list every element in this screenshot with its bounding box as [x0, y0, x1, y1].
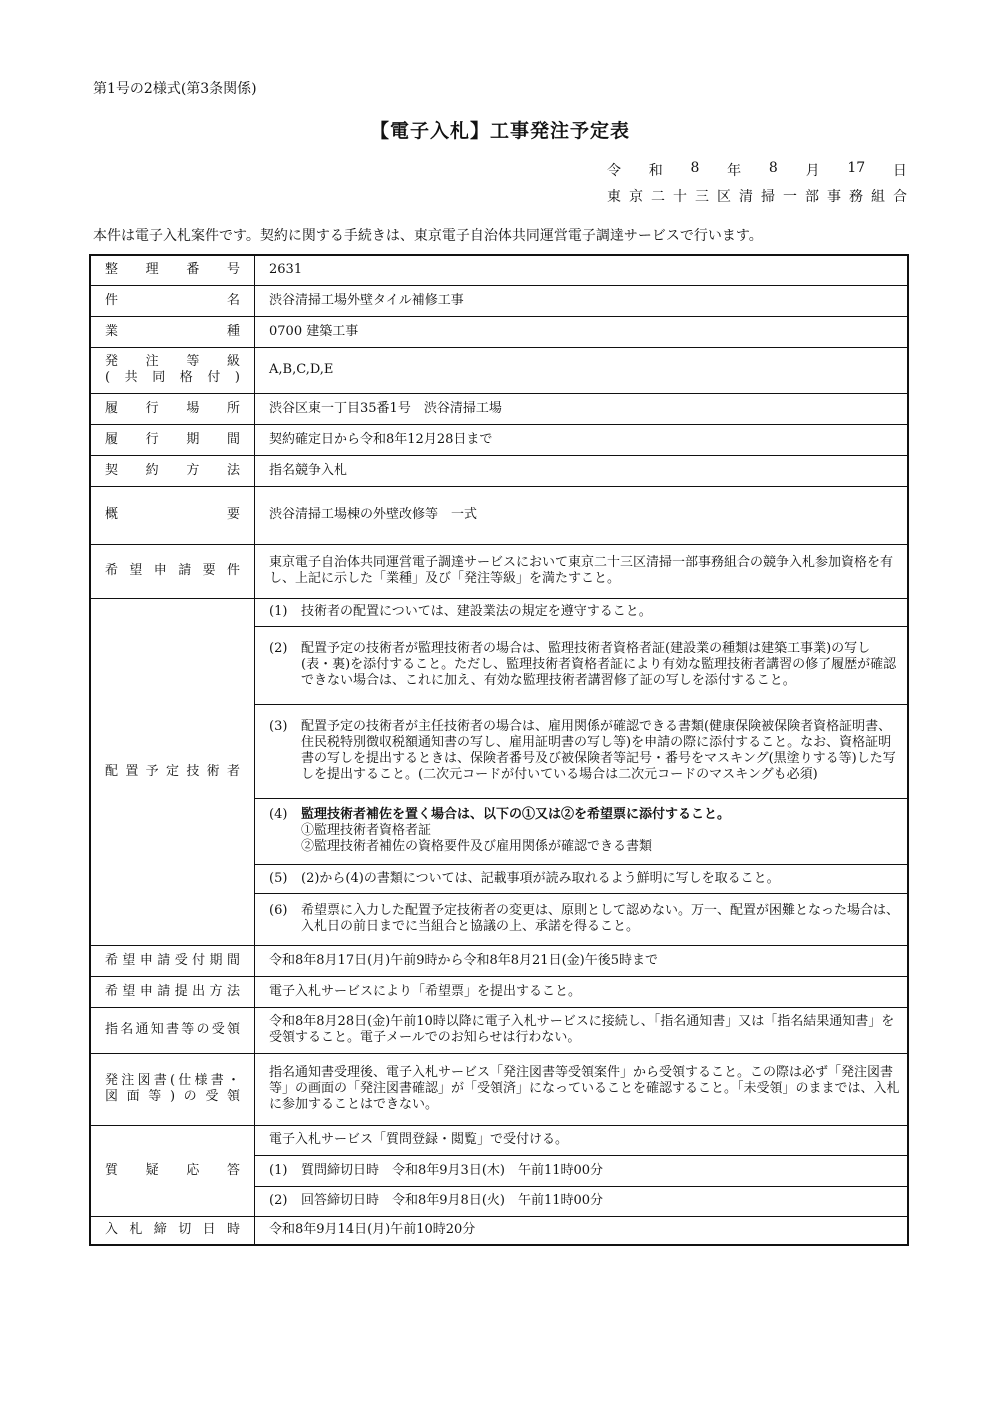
label-zusho-line1: 発注図書(仕様書・	[105, 1073, 240, 1088]
item-number: (1)	[269, 1162, 288, 1178]
label-hatchu-line1: 発注等級	[105, 354, 240, 369]
row-kenmei	[90, 285, 908, 316]
row-uketsuke	[90, 945, 908, 976]
date-char: 8	[690, 160, 700, 176]
date-char: 令	[607, 163, 621, 179]
row-zusho	[90, 1053, 908, 1125]
item-text: 希望票に入力した配置予定技術者の変更は、原則として認めない。万一、配置が困難となった場合は、入札日の前日までに当組合と協議の上、承諾を得ること。	[301, 903, 900, 934]
date-char: 17	[847, 160, 866, 176]
row-basho	[90, 393, 908, 424]
label-shitsugi: 質疑応答	[90, 1125, 255, 1216]
row-gyoshu	[90, 316, 908, 347]
date-char: 月	[805, 163, 820, 179]
issue-date	[607, 160, 907, 180]
org-char: 部	[805, 189, 819, 205]
item-number: (4)	[269, 807, 288, 822]
haichi-item	[255, 626, 909, 704]
row-shitsugi-0	[90, 1125, 908, 1155]
value-basho: 渋谷区東一丁目35番1号 渋谷清掃工場	[255, 393, 909, 424]
date-char: 8	[768, 160, 778, 176]
item-number: (2)	[269, 641, 288, 656]
value-seiri: 2631	[255, 255, 909, 285]
org-char: 十	[673, 189, 687, 205]
label-seiri: 整理番号	[90, 255, 255, 285]
row-hoho	[90, 455, 908, 486]
item-number: (2)	[269, 1193, 288, 1208]
label-haichi: 配置予定技術者	[90, 598, 255, 945]
row-hatchu	[90, 347, 908, 393]
form-number: 第1号の2様式(第3条関係)	[93, 81, 257, 97]
item-text: 質問締切日時 令和8年9月3日(木) 午前11時00分	[301, 1162, 604, 1178]
label-hoho: 契約方法	[90, 455, 255, 486]
haichi-item	[255, 798, 909, 864]
document-title: 【電子入札】工事発注予定表	[369, 120, 630, 142]
value-hoho: 指名競争入札	[255, 455, 909, 486]
item-text: (2)から(4)の書類については、記載事項が読み取れるよう鮮明に写しを取ること。	[301, 870, 780, 886]
label-shimekiri: 入札締切日時	[90, 1216, 255, 1245]
label-uketsuke: 希望申請受付期間	[90, 945, 255, 976]
value-kenmei: 渋谷清掃工場外壁タイル補修工事	[255, 285, 909, 316]
date-char: 年	[727, 163, 742, 179]
row-gaiyo	[90, 486, 908, 544]
label-kenmei: 件名	[90, 285, 255, 316]
date-char: 日	[892, 163, 907, 179]
item-text: 配置予定の技術者が監理技術者の場合は、監理技術者資格者証(建設業の種類は建築工事業)の写し(表・裏)を添付すること。ただし、監理技術者資格者証により有効な監理技術者講習の修了履歴が確認できない場合は、これに加え、有効な監理技術者講習修了証の写しを添付すること。	[301, 641, 897, 688]
org-char: 東	[607, 189, 621, 205]
item-bold-text: 監理技術者補佐を置く場合は、以下の①又は②を希望票に添付すること。	[301, 807, 731, 822]
value-teishutsu: 電子入札サービスにより「希望票」を提出すること。	[255, 976, 909, 1007]
org-char: 組	[871, 189, 885, 205]
row-teishutsu	[90, 976, 908, 1007]
value-kikan: 契約確定日から令和8年12月28日まで	[255, 424, 909, 455]
shitsugi-item	[255, 1155, 909, 1186]
item-text: 回答締切日時 令和8年9月8日(火) 午前11時00分	[301, 1193, 604, 1208]
value-gyoshu: 0700 建築工事	[255, 316, 909, 347]
label-shimei: 指名通知書等の受領	[90, 1007, 255, 1053]
haichi-item	[255, 864, 909, 893]
item-number: (6)	[269, 903, 288, 918]
label-gyoshu: 業種	[90, 316, 255, 347]
org-char: 清	[739, 189, 753, 205]
row-haichi-1	[90, 598, 908, 626]
label-kikan: 履行期間	[90, 424, 255, 455]
item-text: 配置予定の技術者が主任技術者の場合は、雇用関係が確認できる書類(健康保険被保険者資格証明書、住民税特別徴収税額通知書の写し、雇用証明書の写し等)を申請の際に添付すること。なお、資格証明書の写しを提出するときは、保険者番号及び被保険者等記号・番号をマスキング(黒塗りする等)した写しを提出すること。(二次元コードが付いている場合は二次元コードのマスキングも必須)	[301, 719, 896, 782]
label-gaiyo: 概要	[90, 486, 255, 544]
label-zusho	[90, 1053, 255, 1125]
org-char: 一	[783, 189, 797, 205]
label-hatchu-line2: (共同格付)	[105, 370, 240, 385]
item-text: 技術者の配置については、建設業法の規定を遵守すること。	[301, 604, 652, 619]
org-char: 区	[717, 189, 731, 205]
item-number: (5)	[269, 870, 288, 886]
date-char: 和	[648, 163, 663, 179]
org-char: 合	[893, 189, 907, 205]
value-hatchu: A,B,C,D,E	[255, 347, 909, 393]
row-seiri	[90, 255, 908, 285]
item-sub-1: ①監理技術者資格者証	[301, 823, 432, 838]
org-char: 掃	[761, 189, 775, 205]
haichi-item	[255, 893, 909, 945]
label-basho: 履行場所	[90, 393, 255, 424]
order-schedule-table	[89, 254, 909, 1246]
row-kibo	[90, 544, 908, 598]
org-char: 三	[695, 189, 709, 205]
org-char: 二	[651, 189, 665, 205]
value-zusho: 指名通知書受理後、電子入札サービス「発注図書等受領案件」から受領すること。この際は必ず「発注図書等」の画面の「発注図書確認」が「受領済」になっていることを確認すること。「未受領」のままでは、入札に参加することはできない。	[255, 1053, 909, 1125]
org-char: 京	[629, 189, 643, 205]
value-shimekiri: 令和8年9月14日(月)午前10時20分	[255, 1216, 909, 1245]
value-kibo: 東京電子自治体共同運営電子調達サービスにおいて東京二十三区清掃一部事務組合の競争入札参加資格を有し、上記に示した「業種」及び「発注等級」を満たすこと。	[255, 544, 909, 598]
value-gaiyo: 渋谷清掃工場棟の外壁改修等 一式	[255, 486, 909, 544]
shitsugi-item	[255, 1186, 909, 1216]
row-shimei	[90, 1007, 908, 1053]
organization-name	[607, 186, 907, 206]
value-shimei: 令和8年8月28日(金)午前10時以降に電子入札サービスに接続し、「指名通知書」又は「指名結果通知書」を受領すること。電子メールでのお知らせは行わない。	[255, 1007, 909, 1053]
intro-text: 本件は電子入札案件です。契約に関する手続きは、東京電子自治体共同運営電子調達サービスで行います。	[93, 228, 763, 244]
org-char: 事	[827, 189, 841, 205]
haichi-item	[255, 704, 909, 798]
shitsugi-line0: 電子入札サービス「質問登録・閲覧」で受付ける。	[255, 1125, 909, 1155]
label-zusho-line2: 図面等)の受領	[105, 1089, 240, 1104]
item-sub-2: ②監理技術者補佐の資格要件及び雇用関係が確認できる書類	[301, 839, 653, 854]
row-shimekiri	[90, 1216, 908, 1245]
row-kikan	[90, 424, 908, 455]
item-number: (1)	[269, 604, 288, 619]
haichi-item	[255, 598, 909, 626]
label-teishutsu: 希望申請提出方法	[90, 976, 255, 1007]
org-char: 務	[849, 189, 863, 205]
label-hatchu	[90, 347, 255, 393]
item-number: (3)	[269, 719, 288, 734]
label-kibo: 希望申請要件	[90, 544, 255, 598]
value-uketsuke: 令和8年8月17日(月)午前9時から令和8年8月21日(金)午後5時まで	[255, 945, 909, 976]
